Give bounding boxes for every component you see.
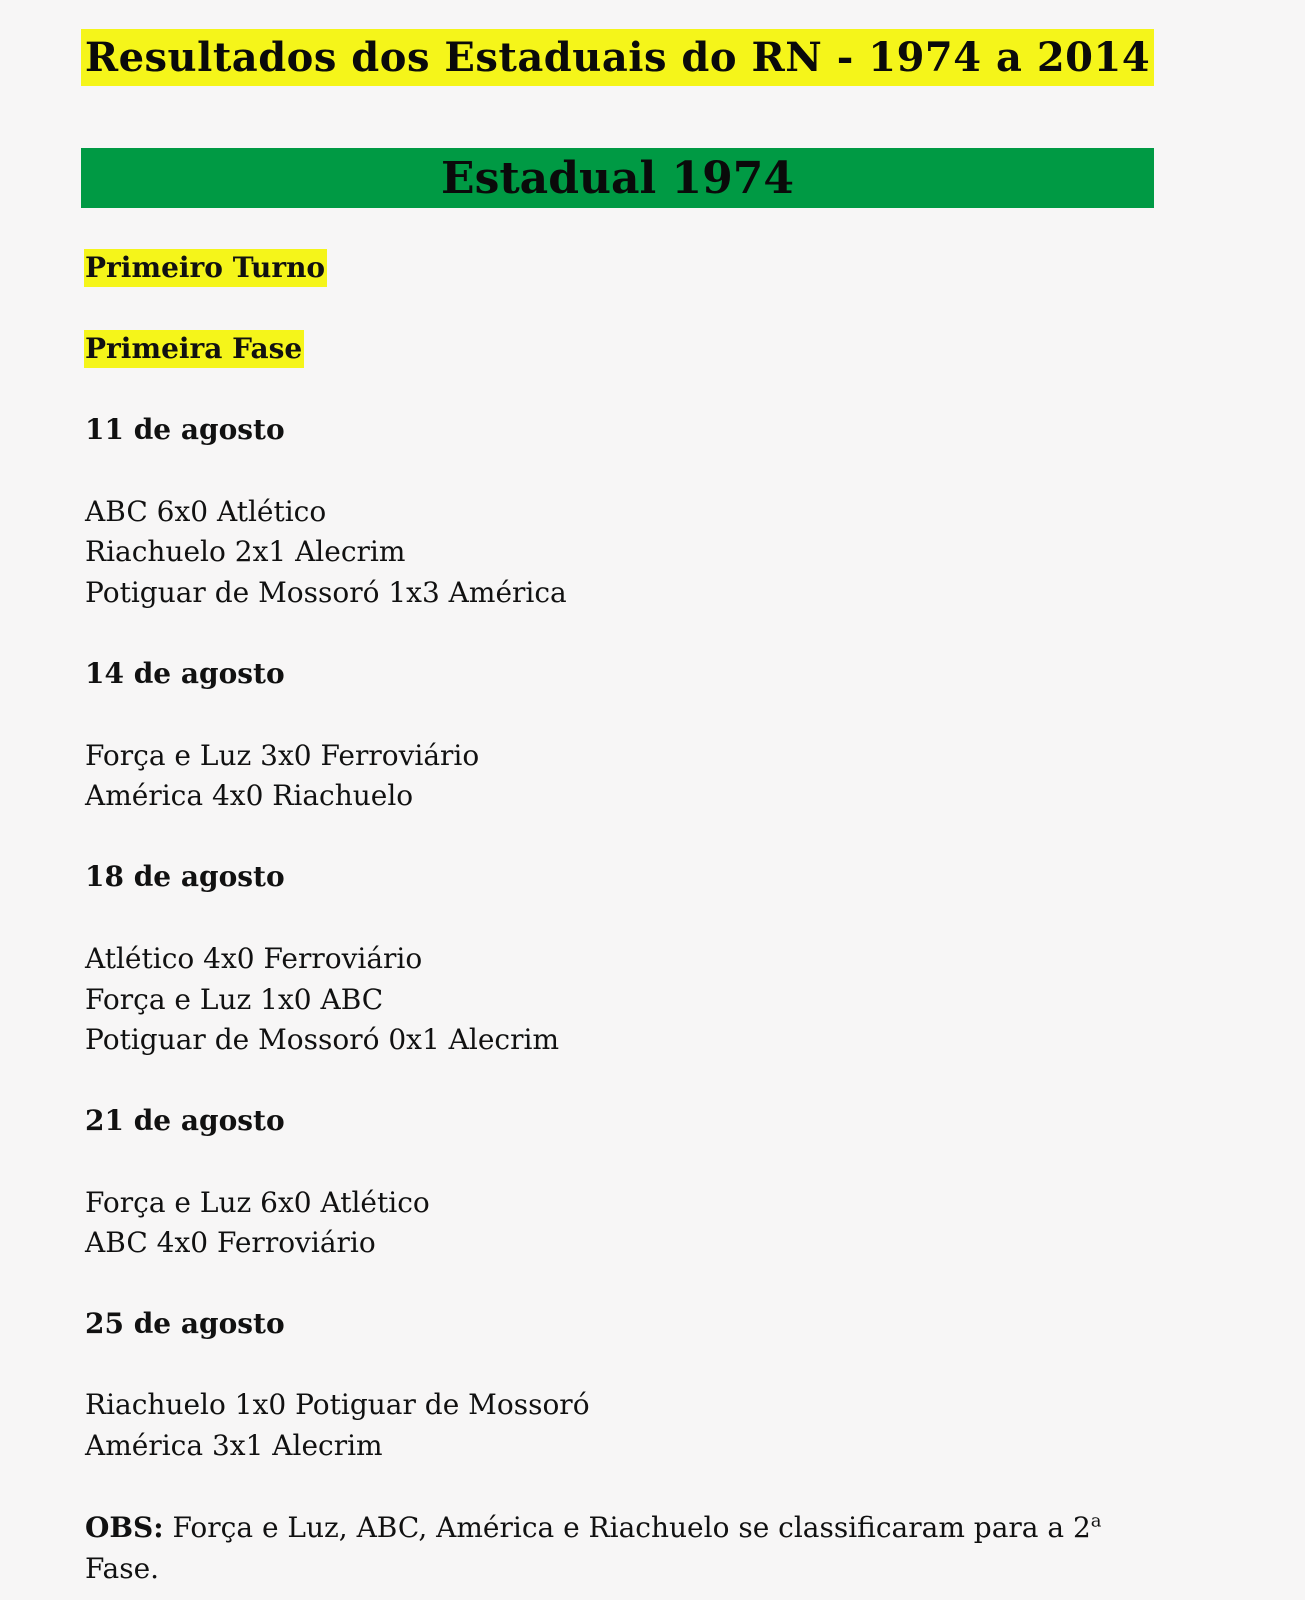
fase-heading: Primeira Fase [84,330,304,368]
round-date: 14 de agosto [85,657,285,690]
round-date: 25 de agosto [85,1307,285,1340]
match-result: Força e Luz 6x0 Atlético [85,1186,430,1219]
section-title-banner [81,148,1154,208]
match-result: Potiguar de Mossoró 1x3 América [85,576,567,609]
obs-text-end: Fase. [85,1552,160,1585]
round-date: 11 de agosto [85,413,285,446]
match-result: ABC 6x0 Atlético [85,495,327,528]
round-date: 18 de agosto [85,860,285,893]
obs-text: Força e Luz, ABC, América e Riachuelo se classificaram para a 2 [163,1511,1091,1544]
match-result: Riachuelo 2x1 Alecrim [85,535,406,568]
obs-ordinal: a [1090,1510,1102,1532]
section-title: Estadual 1974 [441,152,794,204]
match-result: América 4x0 Riachuelo [85,779,414,812]
match-result: Riachuelo 1x0 Potiguar de Mossoró [85,1388,590,1421]
turno-heading: Primeiro Turno [84,249,327,287]
match-result: ABC 4x0 Ferroviário [85,1226,376,1259]
page-title: Resultados dos Estaduais do RN - 1974 a 2014 [84,34,1151,81]
match-result: América 3x1 Alecrim [85,1429,383,1462]
obs-label: OBS: [85,1511,164,1544]
observation-note [85,1507,1165,1589]
match-result: Força e Luz 1x0 ABC [85,983,384,1016]
match-result: Potiguar de Mossoró 0x1 Alecrim [85,1023,560,1056]
round-date: 21 de agosto [85,1104,285,1137]
match-result: Força e Luz 3x0 Ferroviário [85,739,480,772]
match-result: Atlético 4x0 Ferroviário [85,942,423,975]
page-title-banner [81,29,1154,86]
